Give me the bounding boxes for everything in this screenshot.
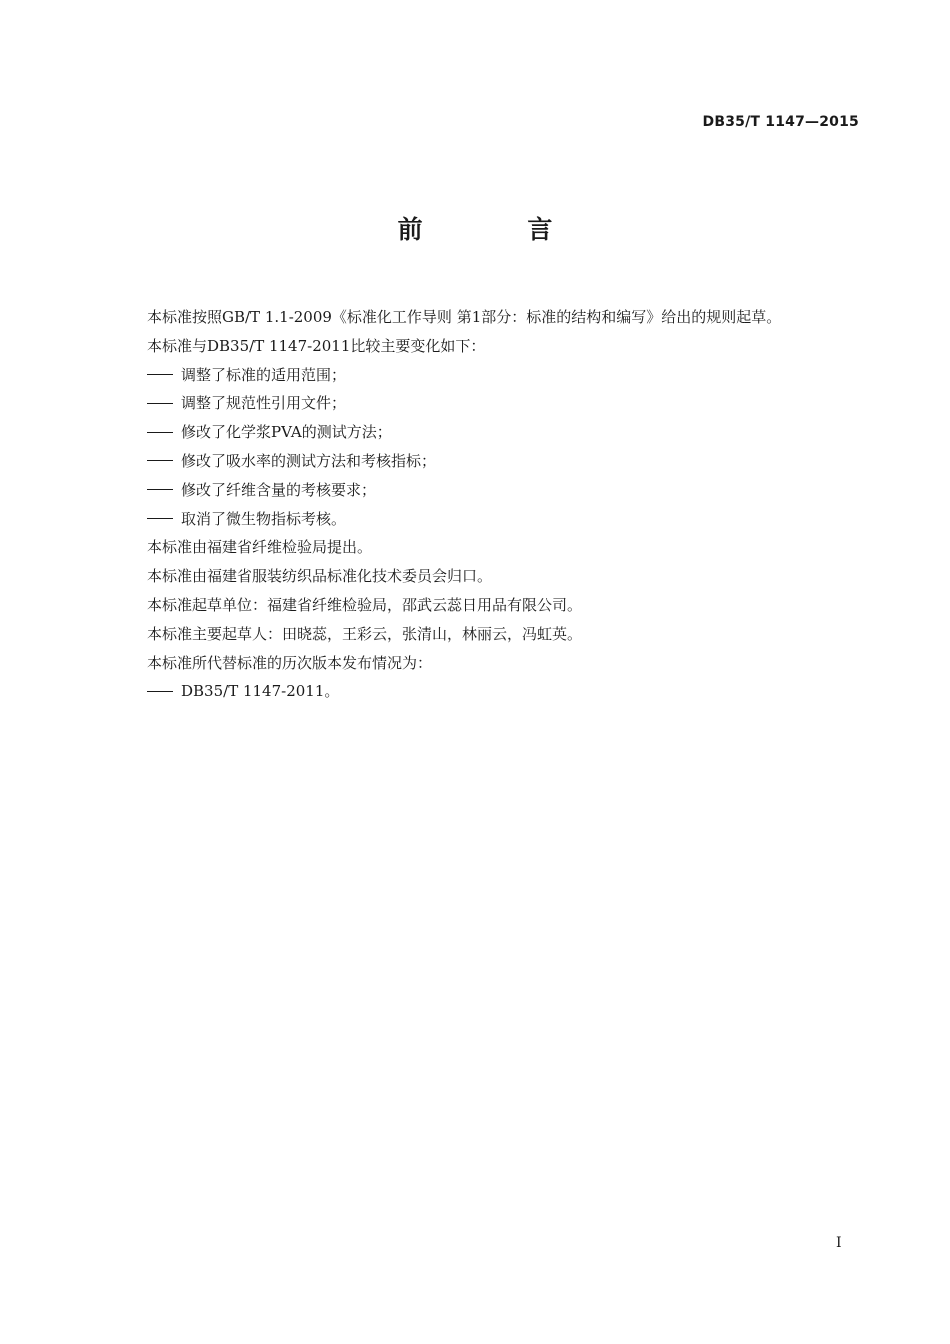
change-item xyxy=(147,418,867,447)
dash-mark xyxy=(147,432,173,433)
paragraph-drafting-units: 本标准起草单位：福建省纤维检验局，邵武云蕊日用品有限公司。 xyxy=(147,595,583,614)
change-item-text: 修改了纤维含量的考核要求； xyxy=(181,480,377,499)
document-code: DB35/T 1147—2015 xyxy=(702,114,859,130)
change-item-text: 修改了化学浆PVA的测试方法； xyxy=(181,423,392,442)
page-number: I xyxy=(836,1235,842,1251)
change-item xyxy=(147,447,867,476)
previous-version-item xyxy=(147,677,867,706)
paragraph-changes-intro: 本标准与DB35/T 1147-2011比较主要变化如下： xyxy=(147,336,486,355)
paragraph-drafting-rules: 本标准按照GB/T 1.1-2009《标准化工作导则 第1部分：标准的结构和编写》给出的规则起草。 xyxy=(147,308,782,326)
paragraph-proposer: 本标准由福建省纤维检验局提出。 xyxy=(147,538,373,557)
paragraph-previous-versions-intro: 本标准所代替标准的历次版本发布情况为： xyxy=(147,653,433,672)
paragraph-technical-committee: 本标准由福建省服装纺织品标准化技术委员会归口。 xyxy=(147,567,493,586)
change-item-text: 调整了标准的适用范围； xyxy=(181,365,347,384)
previous-version-text: DB35/T 1147-2011。 xyxy=(181,682,340,701)
dash-mark xyxy=(147,403,173,404)
change-item xyxy=(147,505,867,534)
change-item-text: 调整了规范性引用文件； xyxy=(181,394,347,413)
dash-mark xyxy=(147,460,173,461)
dash-mark xyxy=(147,518,173,519)
dash-mark xyxy=(147,489,173,490)
change-item-text: 取消了微生物指标考核。 xyxy=(181,509,347,528)
change-item xyxy=(147,361,867,390)
paragraph-drafters: 本标准主要起草人：田晓蕊，王彩云，张清山，林丽云，冯虹英。 xyxy=(147,624,583,643)
page-title: 前 言 xyxy=(397,215,601,244)
change-item xyxy=(147,476,867,505)
dash-mark xyxy=(147,374,173,375)
foreword-body xyxy=(147,303,867,706)
dash-mark xyxy=(147,691,173,692)
change-item-text: 修改了吸水率的测试方法和考核指标； xyxy=(181,451,437,470)
change-item xyxy=(147,389,867,418)
